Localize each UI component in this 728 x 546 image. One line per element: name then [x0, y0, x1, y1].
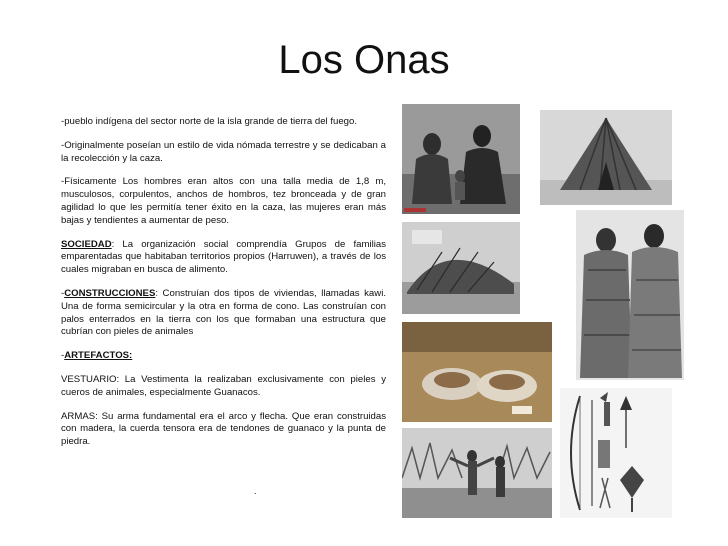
constructions-term: CONSTRUCCIONES: [64, 287, 156, 299]
text-column: [61, 116, 386, 460]
photo-conical-shelter: [540, 110, 672, 205]
photo-women-fur-capes: [576, 210, 684, 380]
constructions-prefix: -: [61, 287, 65, 299]
paragraph-clothing: VESTUARIO: La Vestimenta la realizaban exclusivamente con pieles y cueros de animales, especialmente Guanacos.: [61, 373, 386, 398]
page-title: Los Onas: [278, 38, 450, 82]
photo-weapons-drawing: [560, 388, 672, 518]
paragraph-constructions: [61, 288, 386, 339]
photo-semicircular-hut: [402, 222, 520, 314]
photo-fur-moccasins: [402, 322, 552, 422]
paragraph-location: -pueblo indígena del sector norte de la isla grande de tierra del fuego.: [61, 116, 358, 127]
artifacts-term: ARTEFACTOS:: [64, 350, 133, 362]
paragraph-physical: -Físicamente Los hombres eran altos con una talla media de 1,8 m, musculosos, corpulentos, anchos de hombros, tez bronceada y de gran agilidad lo que les permitía tener éxito en la caza, las mujeres eran más bajas y tendientes a aumentar de peso.: [61, 176, 386, 226]
paragraph-lifestyle: -Originalmente poseían un estilo de vida nómada terrestre y se dedicaban a la recolección y la caza.: [61, 139, 386, 164]
trailing-dot: .: [254, 486, 257, 496]
photo-archers: [402, 428, 552, 518]
artifacts-prefix: -: [61, 350, 65, 362]
paragraph-society: [61, 239, 386, 277]
photo-ona-group: [402, 104, 520, 214]
society-term: SOCIEDAD: [61, 238, 112, 250]
society-text: : La organización social comprendía Grupos de familias emparentadas que habitaban territorios propios (Harruwen), a través de los cuales migraban en busca de alimento.: [61, 238, 386, 276]
paragraph-artifacts: [61, 350, 386, 363]
constructions-text: : Construían dos tipos de viviendas, llamadas kawi. Una de forma semicircular y la otra en forma de cono. Las construían con palos enterrados en la tierra con los que formaban una estructura que cubrían con pieles de animales: [61, 287, 386, 338]
paragraph-weapons: ARMAS: Su arma fundamental era el arco y flecha. Que eran construidas con madera, la cuerda tensora era de tendones de guanaco y la punta de piedra.: [61, 410, 386, 448]
